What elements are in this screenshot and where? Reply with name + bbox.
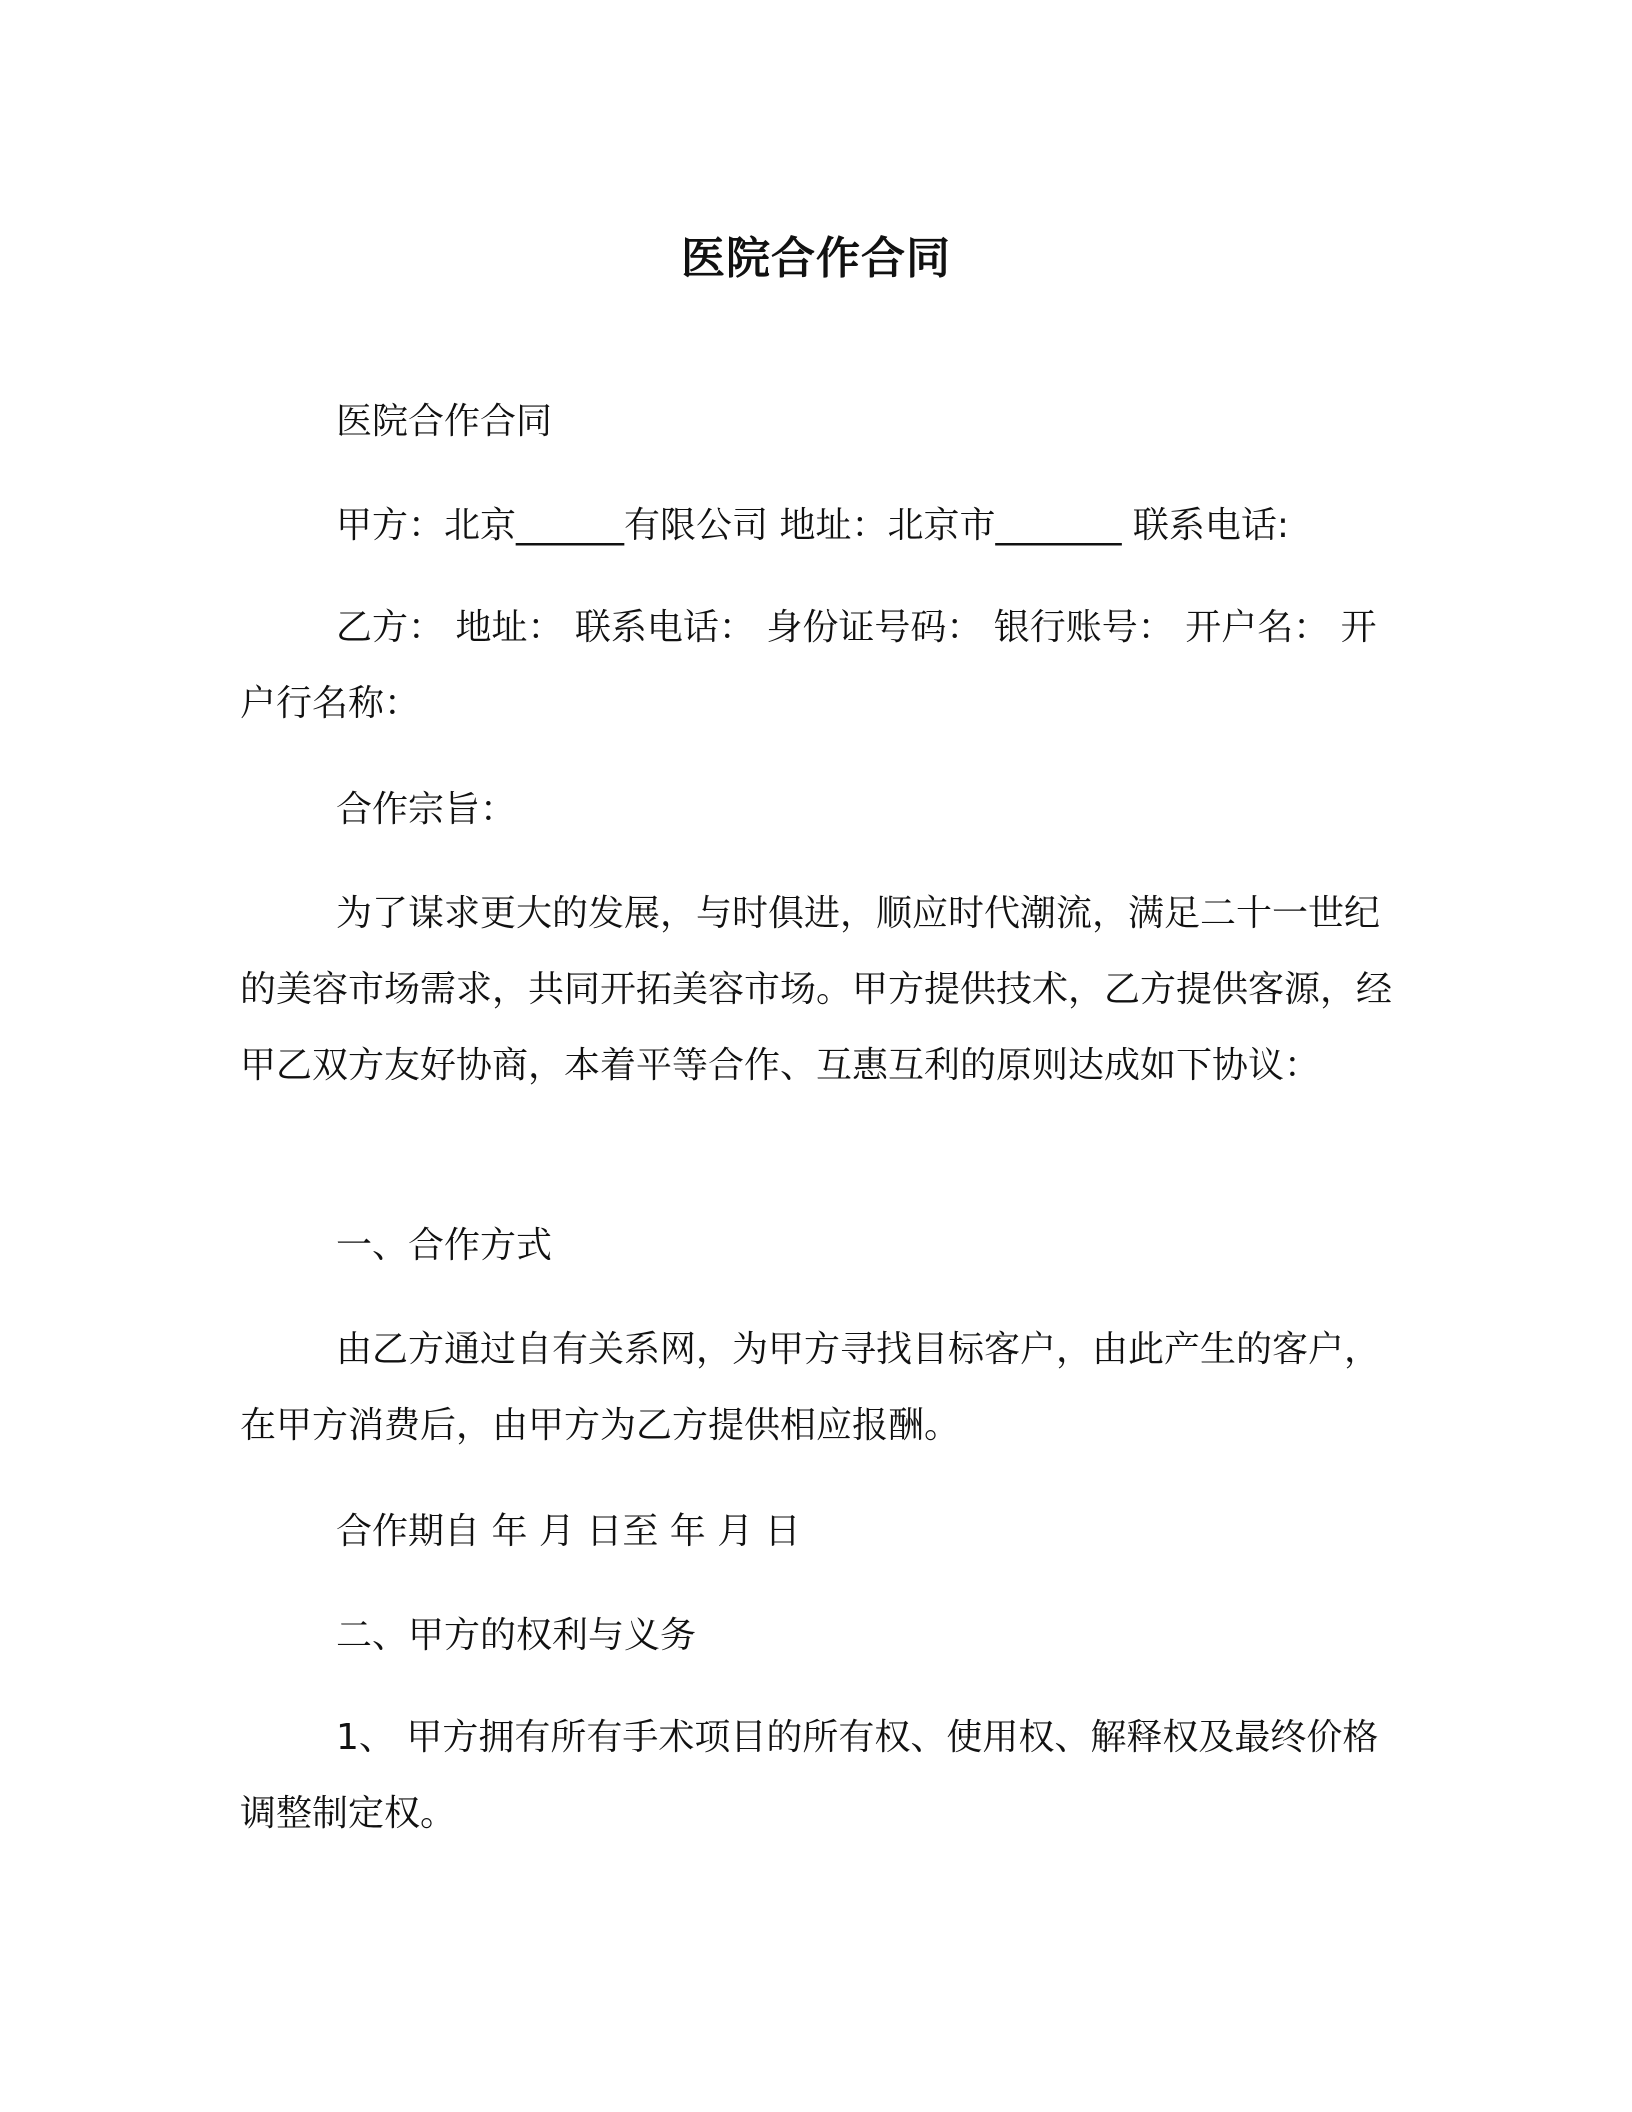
section-1-heading: 一、合作方式 xyxy=(336,1225,553,1266)
purpose-paragraph: 为了谋求更大的发展，与时俱进，顺应时代潮流，满足二十一世纪的美容市场需求，共同开拓美容市场。甲方提供技术，乙方提供客源，经甲乙双方友好协商，本着平等合作、互惠互利的原则达成如下协议： xyxy=(240,893,1393,1086)
period-paragraph: 合作期自 年 月 日至 年 月 日 xyxy=(336,1511,801,1552)
party-b-paragraph: 乙方： 地址： 联系电话： 身份证号码： 银行账号： 开户名： 开户行名称： xyxy=(240,607,1377,724)
document-title: 医院合作合同 xyxy=(681,233,951,284)
party-a-paragraph: 甲方：北京______有限公司 地址：北京市_______ 联系电话: xyxy=(336,505,1290,546)
section-2-heading: 二、甲方的权利与义务 xyxy=(336,1615,697,1656)
purpose-heading: 合作宗旨： xyxy=(336,789,517,830)
clause-2-1-paragraph: 1、 甲方拥有所有手术项目的所有权、使用权、解释权及最终价格调整制定权。 xyxy=(240,1717,1379,1834)
subtitle-paragraph: 医院合作合同 xyxy=(336,401,553,442)
section-1-paragraph: 由乙方通过自有关系网，为甲方寻找目标客户，由此产生的客户，在甲方消费后，由甲方为乙方提供相应报酬。 xyxy=(240,1329,1381,1446)
